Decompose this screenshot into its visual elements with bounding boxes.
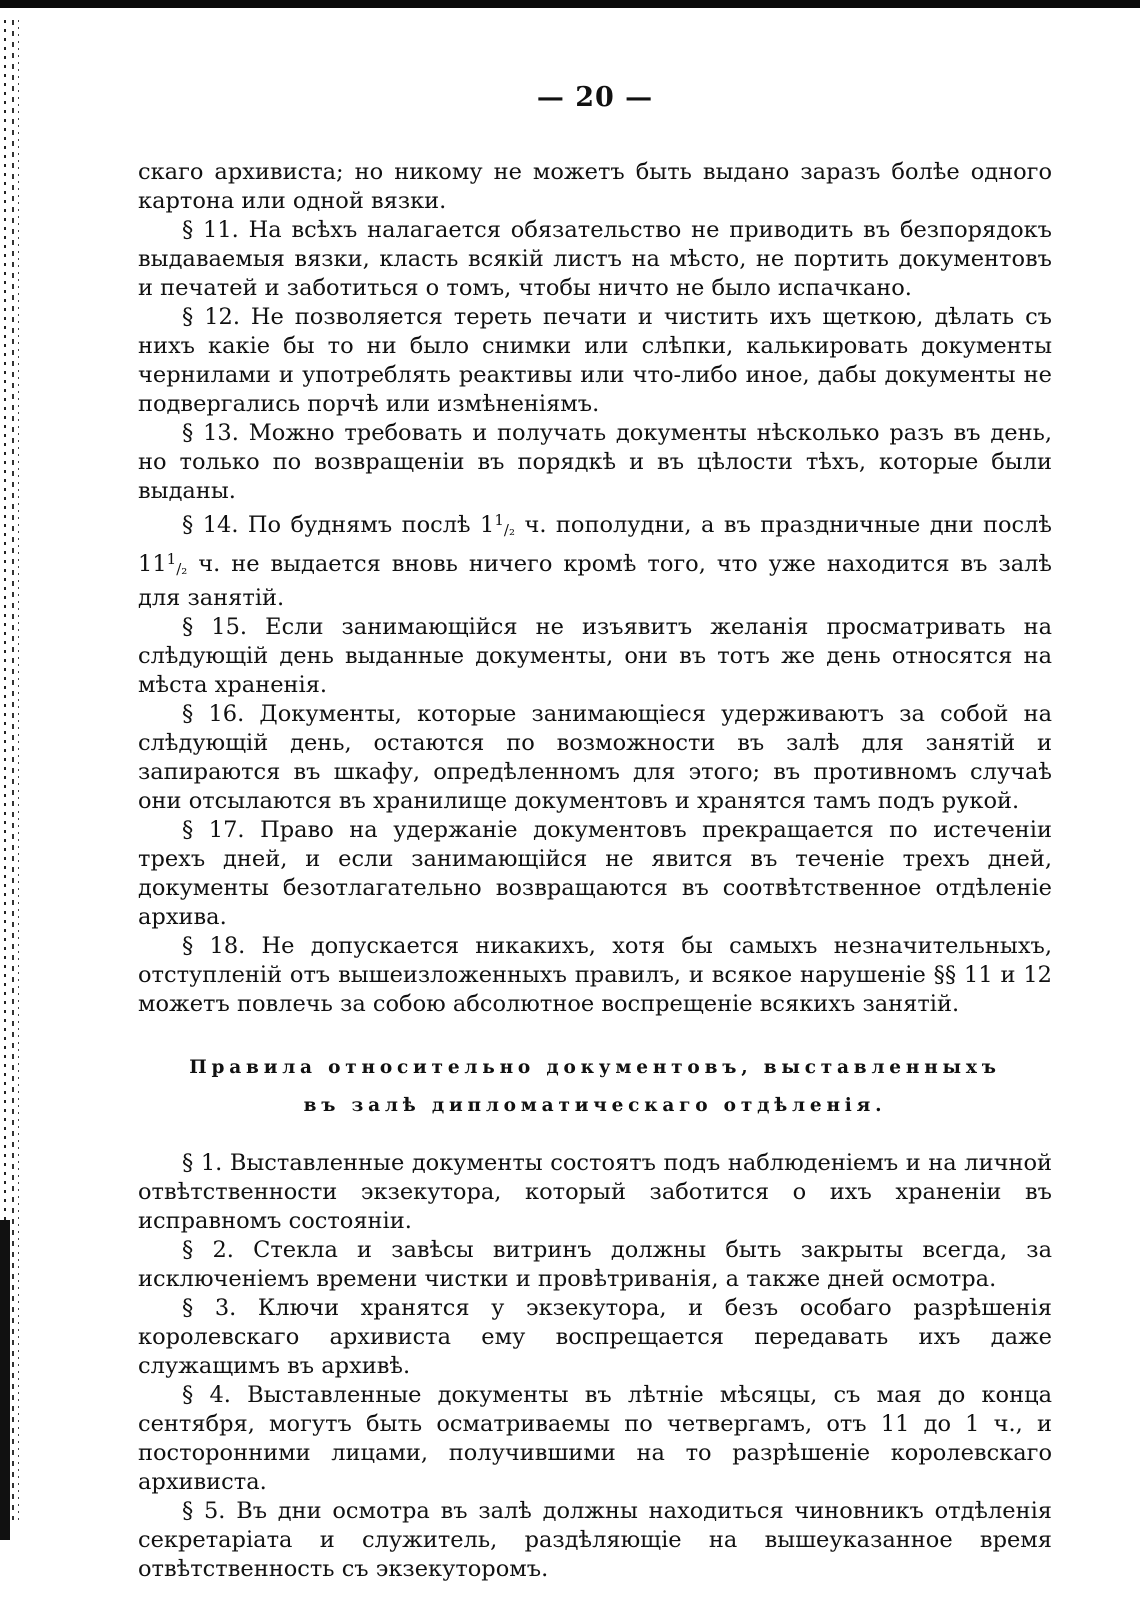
section-paragraph-3: § 3. Ключи хранятся у экзекутора, и безъ особаго разрѣшенія королевскаго архивиста ему воспрещается передавать ихъ даже служащимъ въ архивѣ. [138, 1295, 1052, 1379]
paragraph-12: § 12. Не позволяется тереть печати и чистить ихъ щеткою, дѣлать съ нихъ какіе бы то ни было снимки или слѣпки, калькировать документы чернилами и употреблять реактивы или что-либо иное, дабы документы не подвергались порчѣ или измѣненіямъ. [138, 304, 1052, 417]
paragraph-15: § 15. Если занимающійся не изъявитъ желанія просматривать на слѣдующій день выданные документы, они въ тотъ же день относятся на мѣста храненія. [138, 614, 1052, 698]
section-title-line-2: въ залѣ дипломатическаго отдѣленія. [303, 1095, 887, 1116]
paragraph-18: § 18. Не допускается никакихъ, хотя бы самыхъ незначительныхъ, отступленій отъ вышеизложенныхъ правилъ, и всякое нарушеніе §§ 11 и 12 можетъ повлечь за собою абсолютное воспрещеніе всякихъ занятій. [138, 933, 1052, 1017]
fraction-denominator: /₂ [503, 521, 515, 539]
page-body [138, 158, 1052, 1584]
page-number: — 20 — [536, 82, 654, 113]
paragraph-14-part-a: § 14. По буднямъ послѣ 1 [182, 512, 495, 538]
paragraph-continuation: скаго архивиста; но никому не можетъ быть выдано заразъ болѣе одного картона или одной вязки. [138, 159, 1052, 214]
paragraph-14-part-c: ч. не выдается вновь ничего кромѣ того, что уже находится въ залѣ для занятій. [138, 551, 1052, 611]
top-border [0, 0, 1140, 8]
section-paragraph-2: § 2. Стекла и завѣсы витринъ должны быть закрыты всегда, за исключеніемъ времени чистки и провѣтриванія, а также дней осмотра. [138, 1237, 1052, 1292]
paragraph-16: § 16. Документы, которые занимающіеся удерживаютъ за собой на слѣдующій день, остаются по возможности въ залѣ для занятій и запираются въ шкафу, опредѣленномъ для этого; въ противномъ случаѣ они отсылаются въ хранилище документовъ и хранятся тамъ подъ рукой. [138, 701, 1052, 814]
paragraph-13: § 13. Можно требовать и получать документы нѣсколько разъ въ день, но только по возвращеніи въ порядкѣ и въ цѣлости тѣхъ, которые были выданы. [138, 420, 1052, 504]
fraction-numerator: 1 [494, 511, 504, 529]
section-paragraph-1: § 1. Выставленные документы состоятъ подъ наблюденіемъ и на личной отвѣтственности экзекутора, который заботится о ихъ храненіи въ исправномъ состояніи. [138, 1150, 1052, 1234]
paragraph-14-part-b: ч. пополудни, а въ праздничные дни послѣ 11 [138, 512, 1052, 577]
fraction-denominator: /₂ [176, 560, 188, 578]
section-paragraph-5: § 5. Въ дни осмотра въ залѣ должны находиться чиновникъ отдѣленія секретаріата и служитель, раздѣляющіе на вышеуказанное время отвѣтственность съ экзекуторомъ. [138, 1498, 1052, 1582]
paragraph-14 [138, 506, 1052, 613]
section-paragraph-4: § 4. Выставленные документы въ лѣтніе мѣсяцы, съ мая до конца сентября, могутъ быть осматриваемы по четвергамъ, отъ 11 до 1 ч., и посторонними лицами, получившими на то разрѣшеніе королевскаго архивиста. [138, 1382, 1052, 1495]
paragraph-11: § 11. На всѣхъ налагается обязательство не приводить въ безпорядокъ выдаваемыя вязки, класть всякій листъ на мѣсто, не портить документовъ и печатей и заботиться о томъ, чтобы ничто не было испачкано. [138, 217, 1052, 301]
fraction-numerator: 1 [166, 550, 177, 568]
section-title [138, 1049, 1052, 1125]
section-title-line-1: Правила относительно документовъ, выставленныхъ [189, 1057, 1001, 1078]
binding-shadow [0, 1220, 10, 1540]
paragraph-17: § 17. Право на удержаніе документовъ прекращается по истеченіи трехъ дней, и если занимающійся не явится въ теченіе трехъ дней, документы безотлагательно возвращаются въ соотвѣтственное отдѣленіе архива. [138, 817, 1052, 930]
